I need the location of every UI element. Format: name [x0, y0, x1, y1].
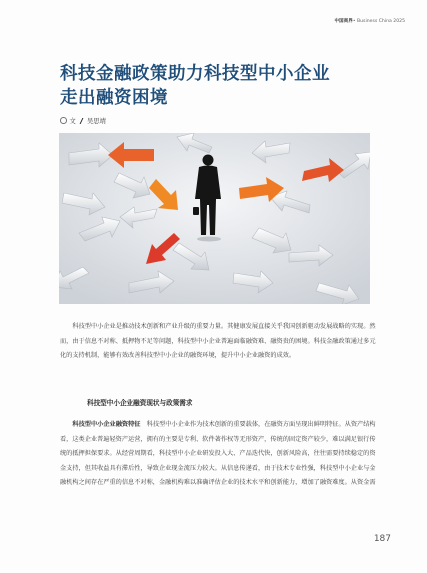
section-paragraph: [60, 418, 380, 491]
header-subtitle: • Business China 2025: [352, 19, 405, 24]
slash-icon: [79, 118, 83, 124]
byline: [60, 116, 106, 125]
intro-paragraph-block: [60, 320, 380, 364]
title-line-2: 走出融资困境: [60, 88, 168, 108]
section-paragraph-lead: 科技型中小企业融资特征: [72, 421, 141, 428]
running-header: [334, 18, 405, 24]
section-paragraph-text: 科技型中小企业作为技术创新的重要载体，在融资方面呈现出鲜明特征。从资产结构看，这类企业普遍轻资产运营，拥有的主要是专利、软件著作权等无形资产，传统的固定资产较少，难以满足银行传统的抵押担保要求。从经营周期看，科技型中小企业研发投入大、产品迭代快，创新风险高，往往需要持续稳定的资金支持，但其收益具有滞后性，导致企业现金流压力较大。从信息传递看，由于技术专业性强，科技型中小企业与金融机构之间存在严重的信息不对称，金融机构难以准确评估企业的技术水平和创新能力，增加了融资难度。从资金需: [60, 421, 376, 486]
article-photo: [59, 133, 370, 304]
title-line-1: 科技金融政策助力科技型中小企业: [60, 64, 330, 84]
businessman-arrows-photo-icon: [59, 133, 370, 304]
byline-author: 吴思靖: [86, 118, 106, 125]
intro-paragraph: 科技型中小企业是推动技术创新和产业升级的重要力量。其健康发展直接关乎我国创新驱动发展战略的实现。然而，由于信息不对称、抵押物不足等问题，科技型中小企业普遍面临融资难、融资贵的困境。科技金融政策通过多元化的支持机制，能够有效改善科技型中小企业的融资环境，提升中小企业融资的成效。: [60, 323, 376, 359]
page-number: 187: [373, 534, 391, 544]
section-heading: 科技型中小企业融资现状与政策需求: [87, 399, 193, 407]
header-brand: 中国商界: [334, 19, 353, 24]
circle-icon: [60, 117, 67, 124]
article-title: [60, 62, 380, 110]
byline-label: 文: [69, 118, 76, 125]
section-paragraph-block: [60, 418, 380, 491]
